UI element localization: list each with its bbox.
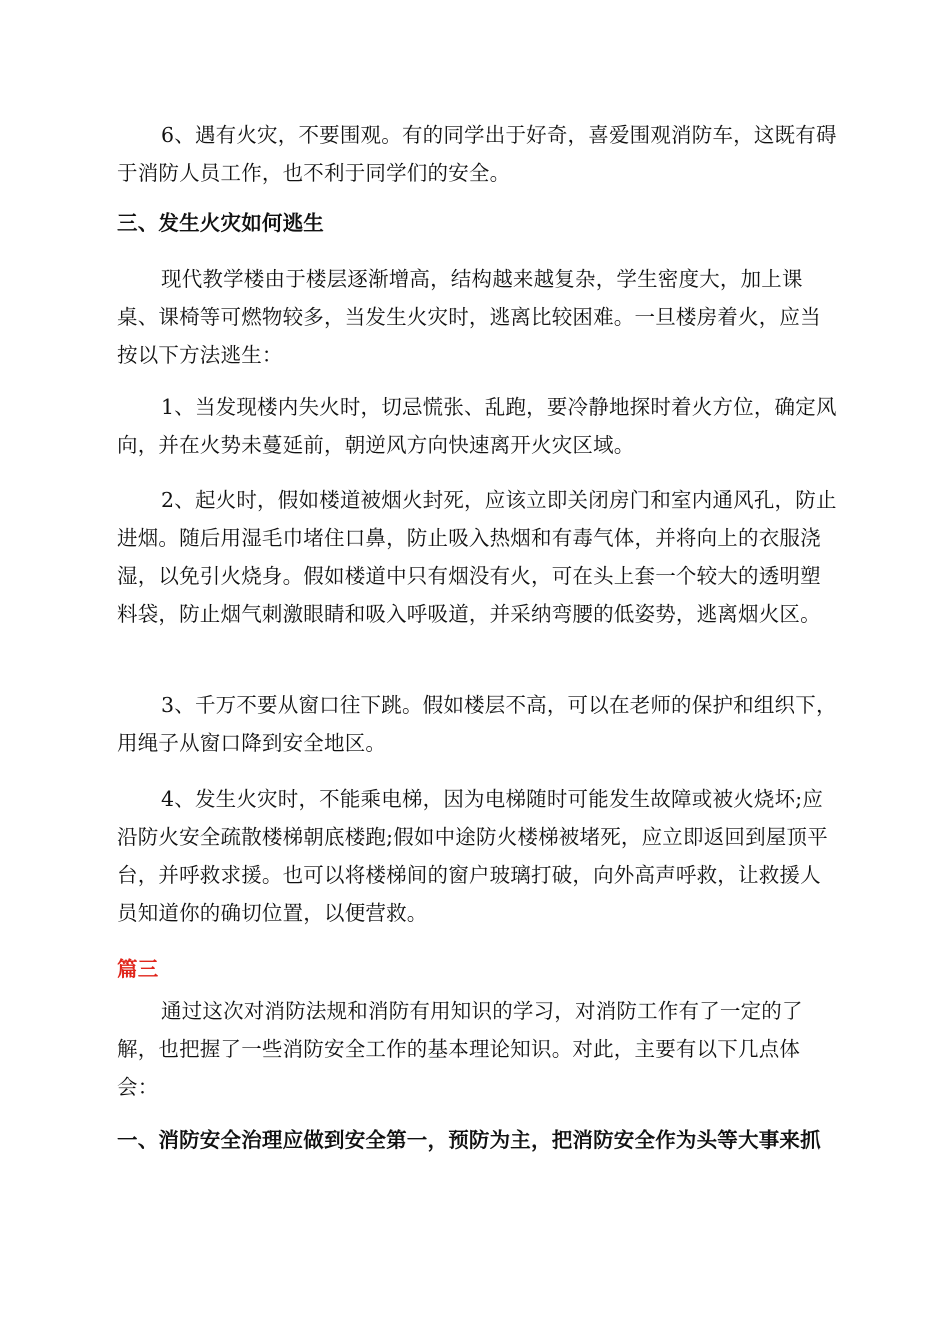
section-heading-safety-first: 一、消防安全治理应做到安全第一，预防为主，把消防安全作为头等大事来抓 [117,1128,821,1152]
part-three-heading: 篇三 [117,957,159,981]
paragraph-part-three-intro: 通过这次对消防法规和消防有用知识的学习，对消防工作有了一定的了解，也把握了一些消防安全工作的基本理论知识。对此，主要有以下几点体会： [117,999,803,1099]
paragraph-escape-intro: 现代教学楼由于楼层逐渐增高，结构越来越复杂，学生密度大，加上课桌、课椅等可燃物较多，当发生火灾时，逃离比较困难。一旦楼房着火，应当按以下方法逃生： [117,267,821,367]
paragraph-step-2: 2、起火时，假如楼道被烟火封死，应该立即关闭房门和室内通风孔，防止进烟。随后用湿毛巾堵住口鼻，防止吸入热烟和有毒气体，并将向上的衣服浇湿，以免引火烧身。假如楼道中只有烟没有火，可在头上套一个较大的透明塑料袋，防止烟气刺激眼睛和吸入呼吸道，并采纳弯腰的低姿势，逃离烟火区。 [117,488,837,626]
paragraph-step-3: 3、千万不要从窗口往下跳。假如楼层不高，可以在老师的保护和组织下，用绳子从窗口降到安全地区。 [117,693,837,755]
paragraph-step-4: 4、发生火灾时，不能乘电梯，因为电梯随时可能发生故障或被火烧坏;应沿防火安全疏散楼梯朝底楼跑;假如中途防火楼梯被堵死，应立即返回到屋顶平台，并呼救求援。也可以将楼梯间的窗户玻璃打破，向外高声呼救，让救援人员知道你的确切位置，以便营救。 [117,787,828,925]
section-heading-fire-escape: 三、发生火灾如何逃生 [117,211,324,235]
paragraph-item-6: 6、遇有火灾，不要围观。有的同学出于好奇，喜爱围观消防车，这既有碍于消防人员工作，也不利于同学们的安全。 [117,123,837,185]
paragraph-step-1: 1、当发现楼内失火时，切忌慌张、乱跑，要冷静地探时着火方位，确定风向，并在火势未蔓延前，朝逆风方向快速离开火灾区域。 [117,395,837,457]
